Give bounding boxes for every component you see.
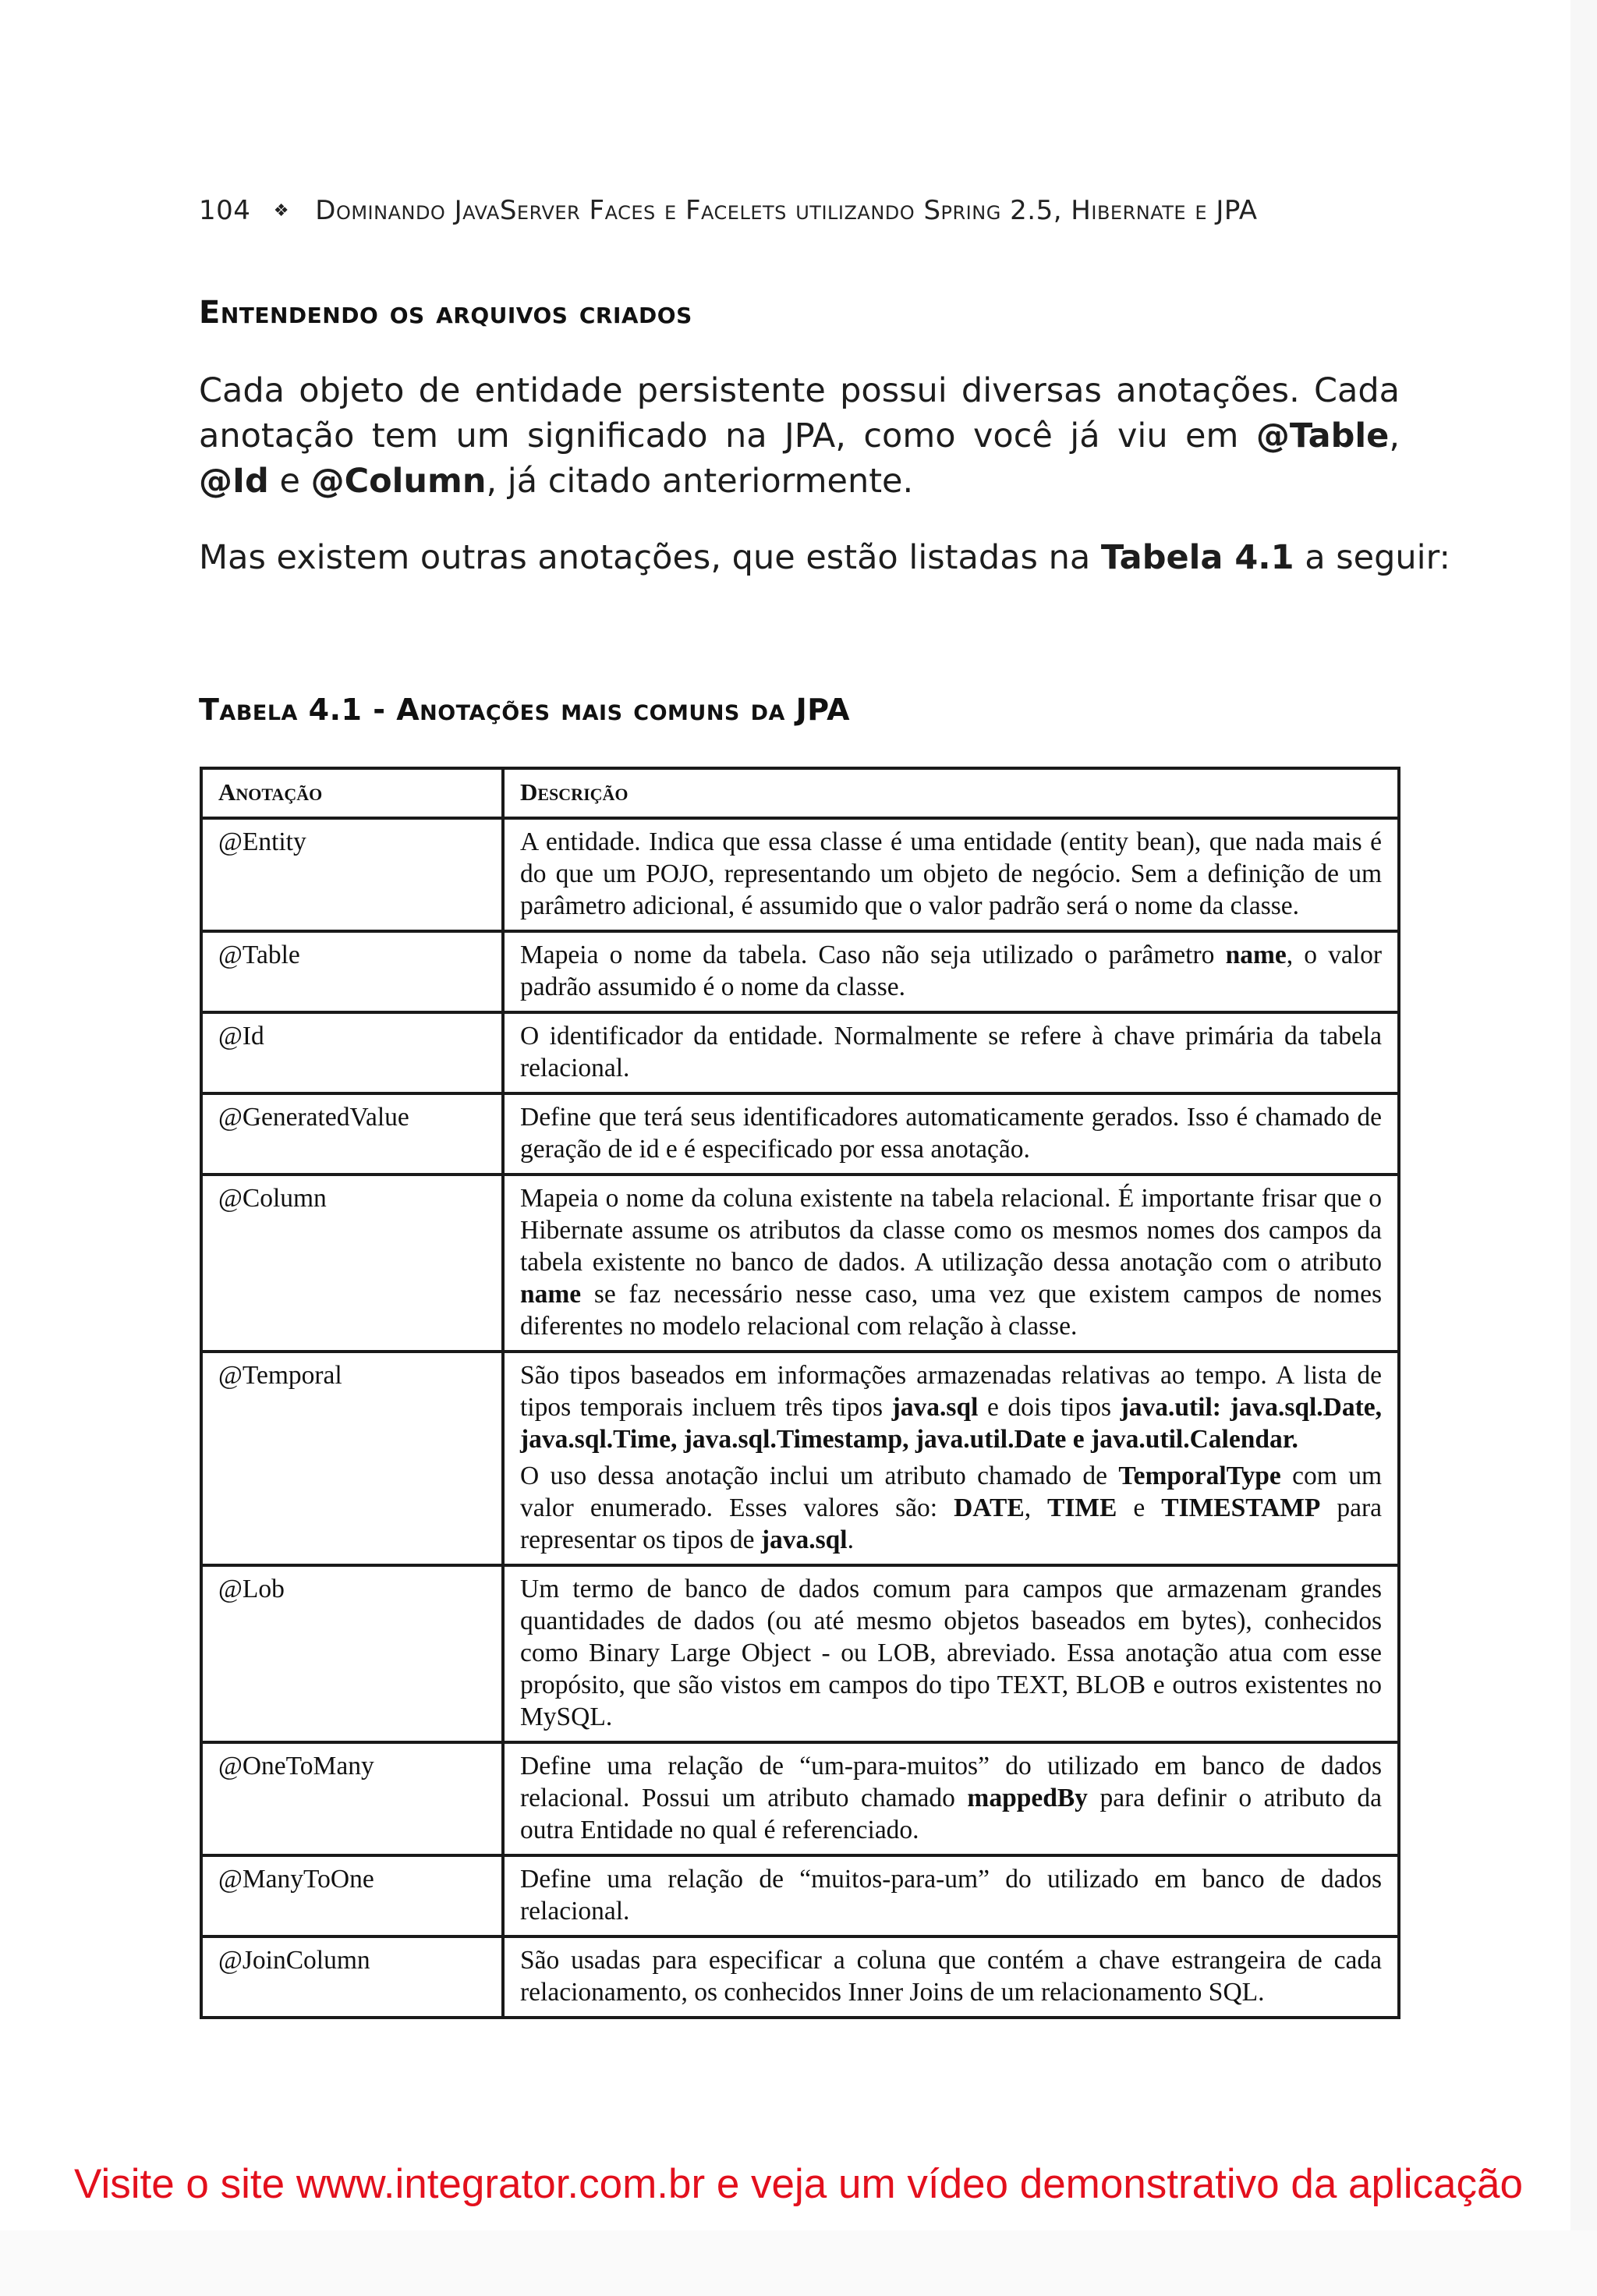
- bold-run: TemporalType: [1118, 1462, 1281, 1490]
- bold-run: DATE: [954, 1493, 1025, 1522]
- bold-run: mappedBy: [967, 1784, 1088, 1812]
- page-bottom-shade: [0, 2230, 1597, 2296]
- annotation-cell: @ManyToOne: [201, 1855, 503, 1936]
- text-run: e: [1117, 1493, 1162, 1522]
- description-paragraph: [520, 1460, 1382, 1556]
- text-run: São tipos baseados em informações armazenadas relativas ao tempo. A lista de tipos temporais incluem três tipos: [520, 1361, 1382, 1422]
- lead-in-paragraph: [199, 535, 1450, 580]
- text-run: para definir o atributo da outra Entidade no qual é referenciado.: [520, 1784, 1382, 1844]
- bold-run: java.sql: [760, 1525, 848, 1554]
- diamond-separator-icon: ❖: [273, 201, 289, 221]
- text-run: O identificador da entidade. Normalmente se refere à chave primária da tabela relacional.: [520, 1022, 1382, 1082]
- table-row: [201, 1565, 1399, 1742]
- text-run: para representar os tipos de: [520, 1493, 1382, 1554]
- bold-run: TIMESTAMP: [1161, 1493, 1321, 1522]
- header-annotation: Anotação: [201, 768, 503, 818]
- page-number: 104: [199, 195, 251, 226]
- table-row: [201, 818, 1399, 931]
- table-caption: Tabela 4.1 - Anotações mais comuns da JPA: [199, 693, 851, 727]
- annotation-cell: @Id: [201, 1012, 503, 1093]
- description-cell: [503, 1175, 1399, 1352]
- table-row: [201, 1352, 1399, 1565]
- text-run: , o valor padrão assumido é o nome da classe.: [520, 941, 1382, 1001]
- text-run: a seguir:: [1294, 538, 1450, 577]
- text-run: Cada objeto de entidade persistente possui diversas anotações. Cada anotação tem um significado na JPA, como você já viu em: [199, 371, 1400, 455]
- table-row: [201, 1012, 1399, 1093]
- page-edge-shade: [1570, 0, 1597, 2296]
- bold-run: name: [520, 1280, 582, 1309]
- description-paragraph: [520, 1359, 1382, 1455]
- description-cell: [503, 1012, 1399, 1093]
- annotations-table: [200, 767, 1400, 2019]
- text-run: São usadas para especificar a coluna que contém a chave estrangeira de cada relacionamento, os conhecidos Inner Joins de um relacionamento SQL.: [520, 1946, 1382, 2007]
- annotation-cell: @Lob: [201, 1565, 503, 1742]
- bold-run: @Column: [310, 462, 487, 501]
- text-run: ,: [1024, 1493, 1048, 1522]
- table-row: [201, 1855, 1399, 1936]
- annotation-cell: @Column: [201, 1175, 503, 1352]
- annotation-cell: @Entity: [201, 818, 503, 931]
- bold-run: java.sql: [891, 1393, 979, 1422]
- table-row: [201, 1093, 1399, 1175]
- annotation-cell: @Temporal: [201, 1352, 503, 1565]
- description-cell: [503, 1742, 1399, 1855]
- table-header-row: [201, 768, 1399, 818]
- text-run: Define uma relação de “muitos-para-um” do utilizado em banco de dados relacional.: [520, 1865, 1382, 1926]
- annotation-cell: @GeneratedValue: [201, 1093, 503, 1175]
- bold-run: @Table: [1255, 416, 1390, 455]
- bold-run: Tabela 4.1: [1100, 538, 1294, 577]
- description-cell: [503, 1093, 1399, 1175]
- table-row: [201, 931, 1399, 1012]
- description-cell: [503, 1565, 1399, 1742]
- text-run: .: [847, 1525, 854, 1554]
- text-run: Mapeia o nome da coluna existente na tabela relacional. É importante frisar que o Hibernate assume os atributos da classe como os mesmos nomes dos campos da tabela existente no banco de dados. A utilização dessa anotação com o atributo: [520, 1184, 1382, 1277]
- text-run: com um valor enumerado. Esses valores são:: [520, 1462, 1383, 1522]
- section-title: Entendendo os arquivos criados: [199, 295, 692, 331]
- description-cell: [503, 1936, 1399, 2018]
- table-row: [201, 1742, 1399, 1855]
- annotation-cell: @Table: [201, 931, 503, 1012]
- text-run: A entidade. Indica que essa classe é uma entidade (entity bean), que nada mais é do que um POJO, representando um objeto de negócio. Sem a definição de um parâmetro adicional, é assumido que o valor padrão será o nome da classe.: [520, 827, 1382, 920]
- text-run: Mas existem outras anotações, que estão listadas na: [199, 538, 1101, 577]
- book-title: Dominando JavaServer Faces e Facelets utilizando Spring 2.5, Hibernate e JPA: [315, 195, 1258, 226]
- table-row: [201, 1175, 1399, 1352]
- text-run: O uso dessa anotação inclui um atributo chamado de: [520, 1462, 1119, 1490]
- text-run: e: [268, 462, 311, 501]
- description-cell: [503, 818, 1399, 931]
- description-cell: [503, 931, 1399, 1012]
- intro-paragraph: [199, 368, 1400, 504]
- running-head: [199, 195, 1257, 226]
- bold-run: java.util: java.sql.Date, java.sql.Time, java.sql.Timestamp, java.util.Date e java.util.Calendar.: [520, 1393, 1383, 1454]
- header-description: Descrição: [503, 768, 1399, 818]
- text-run: ,: [1389, 416, 1400, 455]
- bold-run: @Id: [199, 462, 269, 501]
- bold-run: TIME: [1047, 1493, 1117, 1522]
- text-run: Mapeia o nome da tabela. Caso não seja utilizado o parâmetro: [520, 941, 1226, 969]
- annotation-cell: @JoinColumn: [201, 1936, 503, 2018]
- bold-run: name: [1225, 941, 1287, 969]
- text-run: , já citado anteriormente.: [486, 462, 914, 501]
- table-row: [201, 1936, 1399, 2018]
- annotation-cell: @OneToMany: [201, 1742, 503, 1855]
- text-run: Define que terá seus identificadores automaticamente gerados. Isso é chamado de geração de id e é especificado por essa anotação.: [520, 1103, 1382, 1164]
- text-run: e dois tipos: [978, 1393, 1121, 1422]
- text-run: Um termo de banco de dados comum para campos que armazenam grandes quantidades de dados (ou até mesmo objetos baseados em bytes), conhecidos como Binary Large Object - ou LOB, abreviado. Essa anotação atua com esse propósito, que são vistos em campos do tipo TEXT, BLOB e outros existentes no MySQL.: [520, 1575, 1382, 1731]
- description-cell: [503, 1352, 1399, 1565]
- text-run: se faz necessário nesse caso, uma vez que existem campos de nomes diferentes no modelo relacional com relação à classe.: [520, 1280, 1382, 1341]
- text-run: Define uma relação de “um-para-muitos” do utilizado em banco de dados relacional. Possui um atributo chamado: [520, 1752, 1382, 1812]
- description-cell: [503, 1855, 1399, 1936]
- promo-banner-link[interactable]: Visite o site www.integrator.com.br e veja um vídeo demonstrativo da aplicação: [74, 2161, 1523, 2207]
